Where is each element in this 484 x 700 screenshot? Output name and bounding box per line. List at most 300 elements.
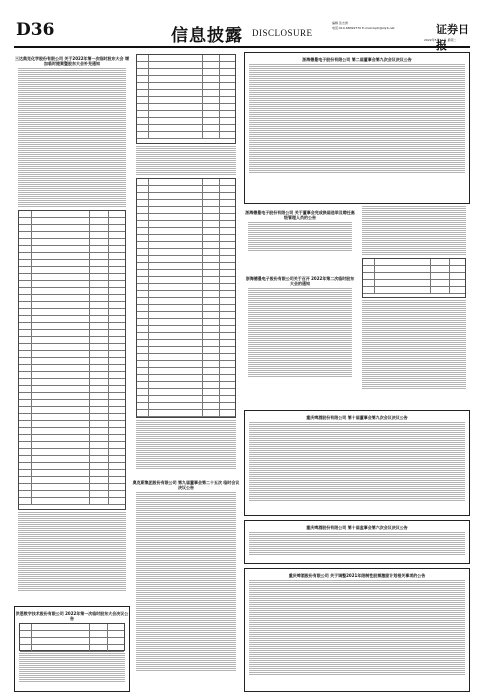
article-body [136, 146, 236, 176]
table-row [19, 393, 125, 400]
table-row [19, 428, 125, 435]
table-row [19, 239, 125, 246]
table-cell [137, 368, 149, 374]
table-cell [19, 316, 32, 322]
table-row [19, 295, 125, 302]
table-cell [90, 477, 109, 483]
table-row [137, 326, 235, 333]
table-cell [203, 312, 221, 318]
table-cell [90, 351, 109, 357]
table-cell [203, 186, 221, 192]
table-row [19, 414, 125, 421]
table-cell [32, 288, 90, 294]
table-cell [90, 295, 109, 301]
table-cell [149, 326, 203, 332]
article-body [249, 580, 465, 676]
table-cell [203, 333, 221, 339]
table-row [19, 246, 125, 253]
table-row [19, 442, 125, 449]
table-row [19, 400, 125, 407]
table-cell [137, 347, 149, 353]
table-cell [431, 287, 449, 293]
table-cell [19, 211, 32, 217]
table-cell [149, 410, 203, 416]
table-cell [137, 249, 149, 255]
table-cell [149, 263, 203, 269]
table-cell [149, 284, 203, 290]
table-row [137, 132, 235, 139]
table-row [363, 259, 465, 266]
table-cell [149, 228, 203, 234]
table-cell [19, 372, 32, 378]
table-cell [149, 97, 203, 103]
table-row [19, 386, 125, 393]
table-cell [32, 309, 90, 315]
table-cell [20, 645, 32, 651]
article-block [14, 606, 130, 692]
table-cell [375, 259, 431, 265]
table-cell [203, 403, 221, 409]
table-cell [90, 337, 109, 343]
table-cell [149, 368, 203, 374]
table-cell [32, 442, 90, 448]
table-cell [32, 218, 90, 224]
table-row [19, 281, 125, 288]
table-cell [431, 266, 449, 272]
article-body [249, 532, 465, 556]
table-cell [19, 232, 32, 238]
table-cell [203, 270, 221, 276]
table-cell [90, 400, 109, 406]
table-row [137, 284, 235, 291]
table-cell [203, 90, 221, 96]
table-cell [19, 267, 32, 273]
table-row [137, 361, 235, 368]
table-cell [90, 372, 109, 378]
table-cell [90, 491, 109, 497]
table-row [137, 291, 235, 298]
table-cell [90, 407, 109, 413]
table-row [137, 125, 235, 132]
article-headline: 奥克斯集团股份有限公司 第九届董事会第二十五次 临时会议决议公告 [132, 480, 240, 490]
table-cell [149, 186, 203, 192]
table-row [19, 456, 125, 463]
table-cell [137, 333, 149, 339]
table-cell [32, 225, 90, 231]
table-cell [149, 382, 203, 388]
article-body [136, 420, 236, 470]
table-cell [20, 638, 32, 644]
table-cell [90, 435, 109, 441]
table-cell [32, 463, 90, 469]
masthead [14, 14, 470, 52]
article-table [362, 258, 466, 298]
table-cell [19, 498, 32, 504]
table-row [19, 211, 125, 218]
table-row [19, 344, 125, 351]
table-cell [375, 280, 431, 286]
table-row [19, 470, 125, 477]
table-cell [203, 277, 221, 283]
table-cell [203, 375, 221, 381]
table-cell [149, 90, 203, 96]
table-row [363, 266, 465, 273]
table-cell [137, 125, 149, 131]
table-row [137, 354, 235, 361]
table-cell [90, 232, 109, 238]
table-cell [90, 218, 109, 224]
table-row [19, 491, 125, 498]
table-cell [375, 266, 431, 272]
table-cell [19, 449, 32, 455]
article-body [362, 206, 466, 256]
newspaper-logo: 证券日报 [436, 23, 469, 52]
table-cell [149, 256, 203, 262]
article-block [132, 476, 240, 692]
table-cell [19, 470, 32, 476]
table-cell [149, 132, 203, 138]
table-row [137, 270, 235, 277]
table-cell [149, 298, 203, 304]
masthead-meta [332, 21, 422, 31]
table-cell [19, 309, 32, 315]
article-body [249, 64, 465, 174]
table-cell [149, 403, 203, 409]
table-cell [20, 624, 32, 630]
table-cell [149, 104, 203, 110]
table-row [19, 218, 125, 225]
table-cell [90, 358, 109, 364]
table-row [137, 256, 235, 263]
table-cell [203, 97, 221, 103]
table-cell [32, 351, 90, 357]
table-row [19, 365, 125, 372]
table-cell [203, 179, 221, 185]
table-cell [203, 298, 221, 304]
table-cell [90, 379, 109, 385]
table-row [137, 368, 235, 375]
table-row [363, 273, 465, 280]
table-cell [203, 228, 221, 234]
table-cell [137, 132, 149, 138]
table-cell [203, 111, 221, 117]
article-body [248, 288, 352, 378]
table-cell [203, 354, 221, 360]
table-row [19, 337, 125, 344]
table-row [19, 267, 125, 274]
table-cell [203, 368, 221, 374]
table-cell [32, 274, 90, 280]
table-cell [203, 361, 221, 367]
article-body [18, 512, 126, 592]
table-cell [90, 260, 109, 266]
table-cell [32, 393, 90, 399]
article-headline: 重庆啤酒股份有限公司 第十届监事会第六次会议决议公告 [306, 525, 408, 530]
table-row [19, 309, 125, 316]
table-cell [90, 253, 109, 259]
table-row [137, 375, 235, 382]
table-cell [149, 270, 203, 276]
table-cell [375, 287, 431, 293]
table-cell [203, 207, 221, 213]
table-cell [203, 76, 221, 82]
table-row [19, 435, 125, 442]
table-cell [149, 221, 203, 227]
table-cell [90, 302, 109, 308]
table-cell [363, 266, 375, 272]
table-row [137, 186, 235, 193]
table-cell [19, 288, 32, 294]
table-cell [90, 316, 109, 322]
page-number: D36 [16, 20, 55, 40]
table-cell [90, 498, 109, 504]
table-cell [203, 410, 221, 416]
table-cell [203, 326, 221, 332]
table-cell [19, 295, 32, 301]
table-row [137, 305, 235, 312]
table-cell [32, 421, 90, 427]
article-body [249, 422, 465, 502]
table-cell [149, 375, 203, 381]
table-row [19, 379, 125, 386]
table-cell [19, 337, 32, 343]
table-row [20, 645, 124, 652]
table-cell [431, 259, 449, 265]
table-cell [137, 340, 149, 346]
table-cell [32, 281, 90, 287]
table-row [137, 319, 235, 326]
table-row [137, 55, 235, 62]
table-cell [203, 305, 221, 311]
table-cell [32, 316, 90, 322]
table-row [20, 624, 124, 631]
table-cell [32, 323, 90, 329]
table-cell [137, 326, 149, 332]
table-cell [137, 305, 149, 311]
table-cell [149, 179, 203, 185]
table-cell [32, 484, 90, 490]
table-row [137, 277, 235, 284]
table-cell [203, 221, 221, 227]
article-body [136, 492, 236, 672]
table-row [19, 407, 125, 414]
table-cell [19, 365, 32, 371]
table-cell [149, 347, 203, 353]
table-cell [32, 232, 90, 238]
table-cell [32, 645, 89, 651]
table-cell [149, 249, 203, 255]
table-cell [32, 449, 90, 455]
table-row [19, 463, 125, 470]
table-cell [137, 361, 149, 367]
table-cell [32, 624, 89, 630]
table-cell [90, 386, 109, 392]
table-cell [203, 284, 221, 290]
table-cell [149, 83, 203, 89]
table-cell [149, 111, 203, 117]
table-cell [137, 410, 149, 416]
table-cell [19, 421, 32, 427]
table-row [137, 69, 235, 76]
table-cell [137, 90, 149, 96]
table-cell [137, 207, 149, 213]
table-cell [203, 69, 221, 75]
table-cell [90, 638, 109, 644]
table-cell [203, 242, 221, 248]
table-cell [137, 111, 149, 117]
article-block [244, 206, 356, 270]
table-cell [19, 407, 32, 413]
table-cell [19, 225, 32, 231]
table-cell [137, 291, 149, 297]
table-row [137, 312, 235, 319]
table-row [19, 498, 125, 505]
table-cell [32, 211, 90, 217]
table-row [137, 90, 235, 97]
table-cell [203, 83, 221, 89]
table-row [137, 62, 235, 69]
table-cell [149, 319, 203, 325]
table-cell [137, 319, 149, 325]
table-cell [203, 62, 221, 68]
table-cell [19, 246, 32, 252]
table-cell [149, 69, 203, 75]
article-headline: 浙海德曼电子股份有限公司 关于董事会完成换届选举及聘任高级管理人员的公告 [245, 210, 355, 220]
table-cell [90, 484, 109, 490]
table-cell [149, 55, 203, 61]
table-cell [19, 358, 32, 364]
table-cell [19, 386, 32, 392]
table-cell [90, 281, 109, 287]
article-block [244, 52, 470, 204]
table-row [137, 410, 235, 417]
table-cell [20, 631, 32, 637]
article-block [244, 410, 470, 516]
table-row [19, 351, 125, 358]
article-headline: 洪恩数字技术股份有限公司 2022年第一次临时股东大会决议公告 [15, 611, 129, 621]
table-cell [19, 456, 32, 462]
table-cell [431, 273, 449, 279]
table-row [19, 484, 125, 491]
table-cell [32, 456, 90, 462]
article-table [136, 54, 236, 144]
table-cell [137, 312, 149, 318]
table-row [137, 207, 235, 214]
table-cell [32, 379, 90, 385]
article-block [358, 206, 470, 402]
table-cell [32, 302, 90, 308]
table-cell [203, 193, 221, 199]
table-cell [137, 263, 149, 269]
table-row [20, 631, 124, 638]
table-cell [19, 302, 32, 308]
table-cell [90, 456, 109, 462]
table-cell [203, 382, 221, 388]
table-cell [32, 491, 90, 497]
table-cell [149, 277, 203, 283]
table-row [19, 302, 125, 309]
table-cell [19, 218, 32, 224]
table-cell [90, 463, 109, 469]
table-cell [32, 386, 90, 392]
table-cell [363, 273, 375, 279]
table-cell [149, 118, 203, 124]
table-cell [137, 242, 149, 248]
article-block [244, 272, 356, 402]
table-cell [149, 354, 203, 360]
editor-line: 编辑 张志洲 [332, 21, 348, 25]
table-cell [32, 400, 90, 406]
table-row [19, 323, 125, 330]
table-cell [149, 125, 203, 131]
table-cell [203, 55, 221, 61]
table-cell [90, 239, 109, 245]
table-cell [32, 631, 89, 637]
table-cell [90, 225, 109, 231]
table-cell [137, 396, 149, 402]
table-cell [203, 256, 221, 262]
table-row [137, 83, 235, 90]
table-cell [32, 638, 89, 644]
table-cell [32, 358, 90, 364]
table-row [19, 372, 125, 379]
table-cell [137, 235, 149, 241]
table-row [137, 118, 235, 125]
table-cell [19, 351, 32, 357]
table-cell [19, 442, 32, 448]
table-cell [137, 69, 149, 75]
table-cell [137, 375, 149, 381]
table-row [19, 232, 125, 239]
table-cell [19, 260, 32, 266]
table-cell [137, 62, 149, 68]
table-cell [149, 396, 203, 402]
table-row [137, 235, 235, 242]
table-cell [137, 284, 149, 290]
table-cell [137, 382, 149, 388]
table-row [137, 221, 235, 228]
table-row [137, 403, 235, 410]
table-cell [19, 414, 32, 420]
table-cell [90, 330, 109, 336]
table-cell [19, 323, 32, 329]
table-cell [203, 104, 221, 110]
table-row [19, 274, 125, 281]
table-cell [137, 83, 149, 89]
table-cell [19, 428, 32, 434]
article-headline: 浙海德曼电子股份有限公司 第二届董事会第九次会议决议公告 [302, 57, 412, 62]
table-cell [90, 428, 109, 434]
table-cell [363, 287, 375, 293]
table-cell [137, 270, 149, 276]
table-cell [149, 214, 203, 220]
table-row [363, 280, 465, 287]
table-cell [137, 186, 149, 192]
table-cell [149, 207, 203, 213]
table-cell [203, 389, 221, 395]
table-row [20, 638, 124, 645]
contact-line: 电话:010-68099770 E-mail:zqrb@zqrb.net [332, 26, 395, 30]
table-cell [32, 428, 90, 434]
table-cell [137, 55, 149, 61]
article-block [132, 52, 240, 472]
table-cell [32, 407, 90, 413]
table-row [363, 287, 465, 294]
table-row [137, 111, 235, 118]
table-row [19, 449, 125, 456]
section-title: 信息披露 [171, 26, 243, 46]
table-cell [137, 200, 149, 206]
